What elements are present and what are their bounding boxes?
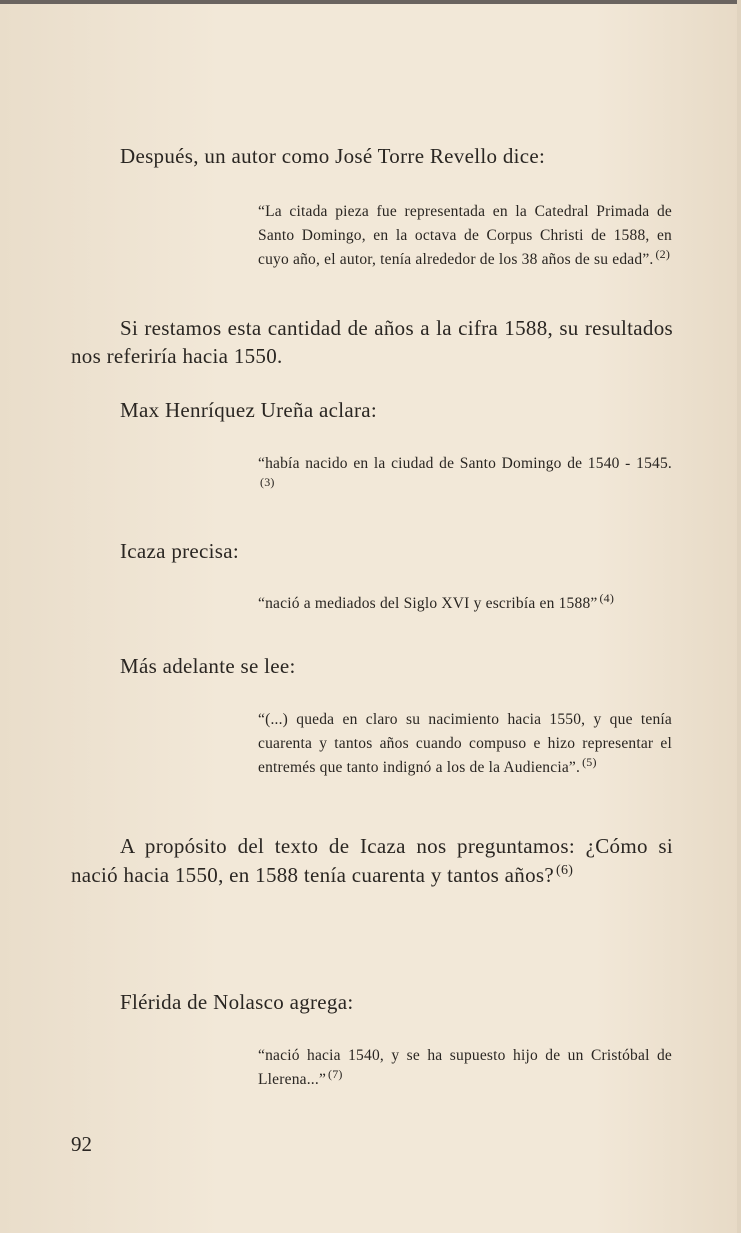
quote-text: “(...) queda en claro su nacimiento hacia 1550, y que tenía cuarenta y tantos años cuando compuso e hizo representar el entremés que tanto indignó a los de la Audiencia”. bbox=[258, 711, 672, 776]
quote-torre-revello bbox=[258, 200, 672, 272]
quote-text: “nació a mediados del Siglo XVI y escribía en 1588” bbox=[258, 595, 598, 612]
paragraph-text: A propósito del texto de Icaza nos preguntamos: ¿Cómo si nació hacia 1550, en 1588 tenía cuarenta y tantos años? bbox=[71, 834, 673, 887]
paragraph-text: Después, un autor como José Torre Revello dice: bbox=[120, 144, 546, 168]
paragraph-restamos bbox=[71, 314, 673, 370]
page-number: 92 bbox=[71, 1132, 92, 1156]
quote-icaza bbox=[258, 592, 672, 616]
paragraph-text: Icaza precisa: bbox=[120, 539, 240, 563]
paragraph-torre-revello bbox=[120, 142, 680, 170]
paragraph-mas-adelante bbox=[120, 652, 680, 680]
quote-henriquez-urena bbox=[258, 452, 672, 500]
quote-text: “nació hacia 1540, y se ha supuesto hijo de un Cristóbal de Llerena...” bbox=[258, 1047, 672, 1088]
paragraph-text: Si restamos esta cantidad de años a la cifra 1588, su resultados nos referiría hacia 1550. bbox=[71, 316, 673, 368]
paragraph-icaza bbox=[120, 537, 680, 565]
paragraph-proposito bbox=[71, 832, 673, 890]
footnote-ref: (2) bbox=[655, 246, 671, 261]
quote-icaza-2 bbox=[258, 708, 672, 780]
footnote-ref: (6) bbox=[556, 863, 574, 878]
paragraph-text: Max Henríquez Ureña aclara: bbox=[120, 398, 378, 422]
footnote-ref: (7) bbox=[328, 1066, 343, 1081]
footnote-ref: (3) bbox=[260, 474, 275, 489]
paragraph-henriquez-urena bbox=[120, 396, 680, 424]
paragraph-text: Más adelante se lee: bbox=[120, 654, 296, 678]
quote-nolasco bbox=[258, 1044, 672, 1092]
paragraph-text: Flérida de Nolasco agrega: bbox=[120, 990, 354, 1014]
quote-text: “La citada pieza fue representada en la Catedral Primada de Santo Domingo, en la octava de Corpus Christi de 1588, en cuyo año, el autor, tenía alrededor de los 38 años de su edad”. bbox=[258, 203, 672, 268]
page-top-edge bbox=[0, 0, 741, 4]
quote-text: “había nacido en la ciudad de Santo Domingo de 1540 - 1545. bbox=[258, 455, 672, 472]
footnote-ref: (4) bbox=[599, 590, 615, 605]
paragraph-nolasco bbox=[120, 988, 680, 1016]
footnote-ref: (5) bbox=[582, 754, 597, 769]
page-right-edge bbox=[737, 0, 741, 1233]
